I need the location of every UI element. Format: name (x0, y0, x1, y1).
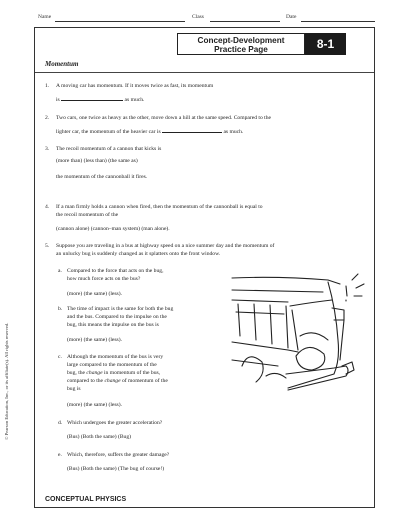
q1-answer-blank[interactable] (61, 94, 123, 101)
q5b-text-3: bug, this means the impulse on the bus is (67, 322, 159, 328)
q5b-text-2: and the bus. Compared to the impulse on the (67, 314, 167, 320)
date-label: Date (286, 14, 297, 20)
q3-number: 3. (45, 146, 50, 152)
q5c-text-5: bug is (67, 386, 81, 392)
q5a-text-2: how much force acts on the bus? (67, 276, 141, 282)
q3-text-2: the momentum of the cannonball it fires. (56, 174, 148, 180)
name-label: Name (38, 14, 52, 20)
q2-line2b: as much. (223, 129, 244, 135)
q5-text-2: an unlucky bug is suddenly changed as it splatters onto the front window. (56, 251, 221, 257)
q5-text: Suppose you are traveling in a bus at highway speed on a nice summer day and the momentum of (56, 243, 275, 249)
q3-options[interactable]: (more than) (less than) (the same as) (56, 158, 138, 164)
q5c-line3-italic: change (86, 370, 103, 376)
q4-number: 4. (45, 204, 50, 210)
q5c-line3-pre: bug, the (67, 370, 87, 376)
q5d-options[interactable]: (Bus) (Both the same) (Bug) (67, 434, 132, 440)
q5-number: 5. (45, 243, 50, 249)
q5c-text-3 (67, 369, 160, 377)
q5c-text: Although the momentum of the bus is very (67, 354, 164, 360)
q5a-text: Compared to the force that acts on the bug, (67, 268, 164, 274)
q5c-line3-post: in momentum of the bus, (102, 370, 161, 376)
q3-text: The recoil momentum of a cannon that kicks is (56, 146, 162, 152)
date-blank[interactable] (301, 21, 375, 22)
q5d-letter: d. (58, 420, 63, 426)
page-number-badge: 8-1 (305, 33, 346, 55)
title-box (177, 33, 305, 55)
q2-line2 (56, 126, 243, 136)
q1-tail: as much. (124, 97, 145, 103)
q5e-letter: e. (58, 452, 62, 458)
q5e-text: Which, therefore, suffers the greater damage? (67, 452, 170, 458)
q5b-options[interactable]: (more) (the same) (less). (67, 337, 122, 343)
footer-title: CONCEPTUAL PHYSICS (45, 496, 127, 503)
class-blank[interactable] (210, 21, 280, 22)
q5d-text: Which undergoes the greater acceleration? (67, 420, 163, 426)
q2-line2a: lighter car, the momentum of the heavier car is (56, 129, 161, 135)
class-label: Class (192, 14, 204, 20)
q5c-options[interactable]: (more) (the same) (less). (67, 402, 122, 408)
q5a-options[interactable]: (more) (the same) (less). (67, 291, 122, 297)
q5c-text-2: large compared to the momentum of the (67, 362, 157, 368)
q5a-letter: a. (58, 268, 62, 274)
q5c-letter: c. (58, 354, 62, 360)
bus-bug-illustration-icon (228, 270, 368, 410)
q1-is: is (56, 97, 60, 103)
q5c-line4-italic: change (104, 378, 121, 384)
name-blank[interactable] (55, 21, 185, 22)
q5c-text-4 (67, 377, 168, 385)
q1-text: A moving car has momentum. If it moves twice as fast, its momentum (56, 83, 214, 89)
q4-options[interactable]: (cannon alone) (cannon–man system) (man alone). (56, 226, 170, 232)
q4-text: If a man firmly holds a cannon when fired, then the momentum of the cannonball is equal to (56, 204, 263, 210)
q1-number: 1. (45, 83, 50, 89)
q5c-line4-post: of momentum of the (120, 378, 168, 384)
q2-answer-blank[interactable] (162, 126, 222, 133)
q5b-letter: b. (58, 306, 63, 312)
q5e-options[interactable]: (Bus) (Both the same) (The bug of course!) (67, 466, 165, 472)
copyright-side-text: © Pearson Education, Inc., or its affiliate(s). All rights reserved. (4, 322, 9, 440)
q4-text-2: the recoil momentum of the (56, 212, 119, 218)
q5c-line4-pre: compared to the (67, 378, 105, 384)
q5b-text: The time of impact is the same for both the bug (67, 306, 174, 312)
q1-line2 (56, 94, 144, 104)
q2-number: 2. (45, 115, 50, 121)
title-line-2: Practice Page (214, 44, 268, 54)
q2-text: Two cars, one twice as heavy as the other, move down a hill at the same speed. Compared to the (56, 115, 271, 121)
section-title: Momentum (45, 60, 79, 68)
section-divider (35, 72, 374, 73)
title-line-1: Concept-Development (197, 35, 285, 45)
